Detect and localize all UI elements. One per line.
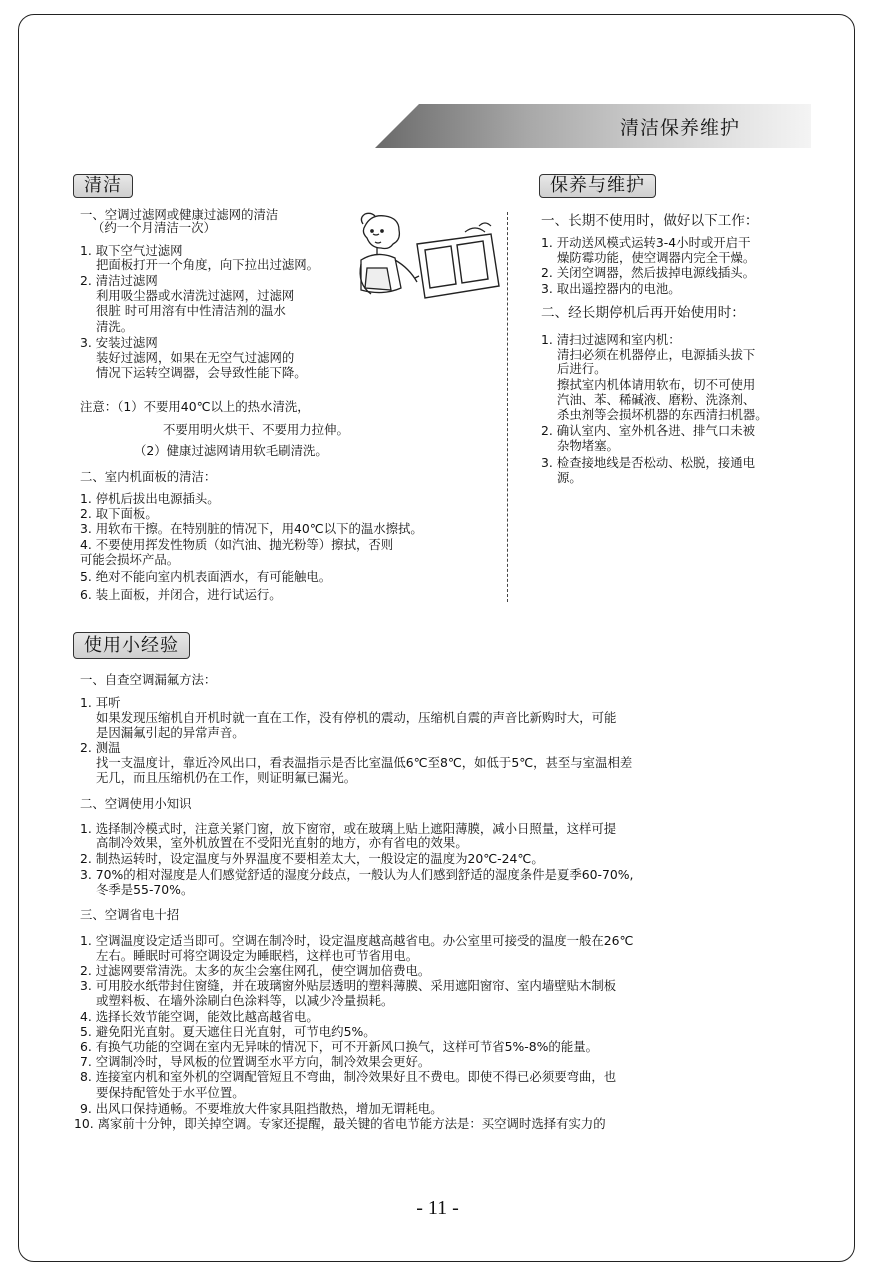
column-divider: [507, 212, 508, 602]
tips-line: 4. 选择长效节能空调，能效比越高越省电。: [80, 1009, 319, 1024]
tips-line: 2. 过滤网要常清洗。太多的灰尘会塞住网孔，使空调加倍费电。: [80, 963, 431, 978]
tips-line: 或塑料板、在墙外涂刷白色涂料等，以减少冷量损耗。: [96, 993, 394, 1008]
panel-cleaning-line: 可能会损坏产品。: [80, 552, 180, 567]
cleaning-note: （2）健康过滤网请用软毛刷清洗。: [134, 443, 328, 458]
maintenance-line: 清扫必须在机器停止，电源插头拔下: [557, 347, 756, 362]
tips-line: 2. 测温: [80, 740, 121, 755]
maintenance-line: 2. 确认室内、室外机各进、排气口未被: [541, 423, 756, 438]
maintenance-line: 1. 开动送风模式运转3-4小时或开启干: [541, 235, 751, 250]
tips-line: 8. 连接室内机和室外机的空调配管短且不弯曲，制冷效果好且不费电。即使不得已必须要弯曲，也: [80, 1069, 617, 1084]
maintenance-heading: 二、经长期停机后再开始使用时：: [541, 305, 745, 321]
panel-cleaning-line: 6. 装上面板，并闭合，进行试运行。: [80, 587, 282, 602]
tips-line: 如果发现压缩机自开机时就一直在工作，没有停机的震动，压缩机自震的声音比新购时大，可能: [96, 710, 617, 725]
tips-line: 1. 空调温度设定适当即可。空调在制冷时，设定温度越高越省电。办公室里可接受的温度一般在26℃: [80, 933, 634, 948]
cleaning-text-line: 情况下运转空调器，会导致性能下降。: [96, 365, 307, 380]
tips-line: 是因漏氟引起的异常声音。: [96, 725, 245, 740]
panel-cleaning-line: 2. 取下面板。: [80, 506, 158, 521]
cleaning-heading: 1. 取下空气过滤网: [80, 243, 183, 258]
cleaning-heading: 3. 安装过滤网: [80, 335, 158, 350]
maintenance-line: 1. 清扫过滤网和室内机：: [541, 332, 681, 347]
maintenance-line: 汽油、苯、稀碱液、磨粉、洗涤剂、: [557, 392, 756, 407]
maintenance-line: 后进行。: [557, 361, 607, 376]
header-banner: [375, 104, 811, 148]
tips-line: 冬季是55-70%。: [96, 882, 194, 897]
maintenance-heading: 一、长期不使用时，做好以下工作：: [541, 213, 759, 229]
panel-cleaning-heading: 二、室内机面板的清洁：: [80, 469, 217, 484]
maintenance-line: 杀虫剂等会损坏机器的东西清扫机器。: [557, 407, 768, 422]
tips-line: 5. 避免阳光直射。夏天遮住日光直射，可节电约5%。: [80, 1024, 376, 1039]
maintenance-line: 杂物堵塞。: [557, 438, 619, 453]
woman-cleaning-filter-illustration: [355, 212, 505, 312]
tips-line: 无几，而且压缩机仍在工作，则证明氟已漏光。: [96, 770, 357, 785]
section-tab-tips: 使用小经验: [73, 632, 190, 659]
tips-line: 3. 70%的相对湿度是人们感觉舒适的湿度分歧点，一般认为人们感到舒适的湿度条件是夏季60-70%,: [80, 867, 634, 882]
tips-line: 要保持配管处于水平位置。: [96, 1085, 245, 1100]
tips-heading: 三、空调省电十招: [80, 907, 180, 922]
cleaning-text-line: （约一个月清洁一次）: [92, 220, 216, 235]
panel-cleaning-line: 4. 不要使用挥发性物质（如汽油、抛光粉等）擦拭，否则: [80, 537, 394, 552]
tips-line: 2. 制热运转时，设定温度与外界温度不要相差太大，一般设定的温度为20℃-24℃。: [80, 851, 544, 866]
cleaning-heading: 2. 清洁过滤网: [80, 273, 158, 288]
panel-cleaning-line: 3. 用软布干擦。在特别脏的情况下，用40℃以下的温水擦拭。: [80, 521, 423, 536]
maintenance-line: 3. 取出遥控器内的电池。: [541, 281, 681, 296]
tips-line: 9. 出风口保持通畅。不要堆放大件家具阻挡散热，增加无谓耗电。: [80, 1101, 443, 1116]
tips-line: 1. 选择制冷模式时，注意关紧门窗，放下窗帘，或在玻璃上贴上遮阳薄膜，减小日照量，这样可提: [80, 821, 617, 836]
tips-line: 左右。睡眠时可将空调设定为睡眠档，这样也可节省用电。: [96, 948, 419, 963]
cleaning-note: 注意：（1）不要用40℃以上的热水清洗，: [80, 399, 310, 414]
section-tab-cleaning: 清洁: [73, 174, 133, 198]
cleaning-text-line: 很脏 时可用溶有中性清洁剂的温水: [96, 303, 286, 318]
panel-cleaning-line: 1. 停机后拔出电源插头。: [80, 491, 220, 506]
cleaning-text-line: 把面板打开一个角度，向下拉出过滤网。: [96, 257, 320, 272]
tips-heading: 二、空调使用小知识: [80, 796, 192, 811]
maintenance-line: 燥防霉功能，使空调器内完全干燥。: [557, 250, 756, 265]
cleaning-text-line: 清洗。: [96, 319, 134, 334]
page-number: - 11 -: [416, 1197, 459, 1219]
panel-cleaning-line: 5. 绝对不能向室内机表面洒水，有可能触电。: [80, 569, 332, 584]
tips-line: 10. 离家前十分钟，即关掉空调。专家还提醒，最关键的省电节能方法是：买空调时选择有实力的: [74, 1116, 606, 1131]
maintenance-line: 源。: [557, 470, 582, 485]
tips-line: 3. 可用胶水纸带封住窗缝，并在玻璃窗外贴层透明的塑料薄膜、采用遮阳窗帘、室内墙壁贴木制板: [80, 978, 617, 993]
tips-line: 7. 空调制冷时，导风板的位置调至水平方向，制冷效果会更好。: [80, 1054, 431, 1069]
maintenance-line: 擦拭室内机体请用软布，切不可使用: [557, 377, 756, 392]
tips-line: 6. 有换气功能的空调在室内无异味的情况下，可不开新风口换气，这样可节省5%-8%的能量。: [80, 1039, 598, 1054]
tips-heading: 一、自查空调漏氟方法：: [80, 672, 217, 687]
section-tab-maintenance: 保养与维护: [539, 174, 656, 198]
cleaning-text-line: 利用吸尘器或水清洗过滤网，过滤网: [96, 288, 295, 303]
tips-line: 高制冷效果，室外机放置在不受阳光直射的地方，亦有省电的效果。: [96, 835, 468, 850]
cleaning-note: 不要用明火烘干、不要用力拉伸。: [163, 422, 349, 437]
cleaning-text-line: 装好过滤网，如果在无空气过滤网的: [96, 350, 295, 365]
tips-line: 1. 耳听: [80, 695, 121, 710]
page-title: 清洁保养维护: [620, 117, 741, 139]
maintenance-line: 2. 关闭空调器，然后拔掉电源线插头。: [541, 265, 756, 280]
maintenance-line: 3. 检查接地线是否松动、松脱，接通电: [541, 455, 756, 470]
tips-line: 找一支温度计，靠近冷风出口，看表温指示是否比室温低6℃至8℃，如低于5℃，甚至与室温相差: [96, 755, 633, 770]
cleaning-heading: 一、空调过滤网或健康过滤网的清洁: [80, 207, 279, 222]
